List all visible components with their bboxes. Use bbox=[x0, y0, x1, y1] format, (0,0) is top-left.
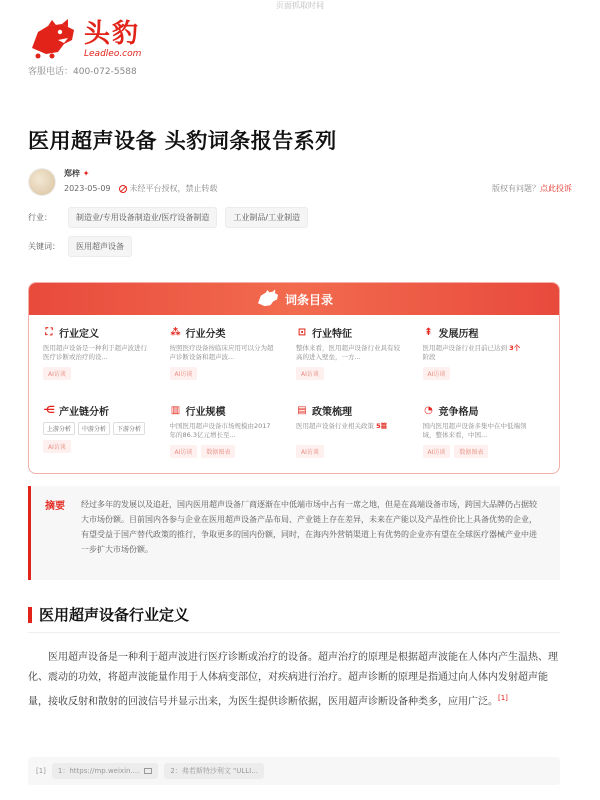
definition-icon: ⛶ bbox=[45, 327, 53, 338]
section-title: 医用超声设备行业定义 bbox=[39, 606, 190, 624]
toc-item-classification[interactable] bbox=[170, 323, 297, 401]
toc-item-title: 行业特征 bbox=[312, 329, 352, 340]
toc-title: 词条目录 bbox=[284, 292, 333, 307]
forbidden-icon bbox=[119, 185, 127, 193]
toc-item-competition[interactable] bbox=[423, 401, 550, 474]
abstract-text: 经过多年的发展以及追赶，国内医用超声设备厂商逐渐在中低端市场中占有一席之地，但是在高端设备市场，跨国大品牌仍占据较大市场份额。目前国内各参与企业在医用超声设备产品布局、产业链上存在差异，未来在产能以及产品性价比上具备优势的企业，有望受益于国产替代政策的推行，争取更多的国内份额，同时，在海内外营销渠道上有优势的企业亦有望在全球医疗器械产业中进一步扩大市场份额。 bbox=[81, 500, 537, 554]
citation-link[interactable]: [1] bbox=[498, 694, 508, 702]
reference-link[interactable]: 2：弗若斯特沙利文 "ULLI... bbox=[164, 763, 264, 779]
copyright-notice: 未经平台授权，禁止转载 bbox=[129, 184, 218, 193]
abstract-label: 摘要 bbox=[45, 501, 65, 512]
image-icon bbox=[144, 768, 152, 774]
toc-item-chain[interactable] bbox=[43, 401, 170, 474]
data-chip[interactable]: 数据图表 bbox=[201, 445, 235, 458]
avatar[interactable] bbox=[28, 168, 56, 196]
chain-icon: ⋲ bbox=[43, 405, 55, 416]
upstream-chip[interactable]: 上游分析 bbox=[43, 422, 75, 435]
toc-item-title: 行业定义 bbox=[59, 329, 99, 340]
keywords-label: 关键词： bbox=[28, 242, 60, 251]
toc-item-desc: 医用超声设备行业相关政策 5篇 bbox=[296, 422, 388, 430]
ai-chip[interactable]: AI访谈 bbox=[170, 367, 198, 380]
toc-item-title: 产业链分析 bbox=[59, 407, 109, 418]
ai-chip[interactable]: AI访谈 bbox=[43, 440, 71, 453]
keyword-tag[interactable]: 医用超声设备 bbox=[68, 236, 132, 257]
toc-item-definition[interactable] bbox=[43, 323, 170, 401]
section-accent-bar bbox=[28, 607, 32, 623]
report-link[interactable]: 点此投诉 bbox=[540, 184, 572, 193]
industry-label: 行业： bbox=[28, 213, 52, 222]
leopard-logo-icon[interactable] bbox=[28, 18, 78, 60]
toc-panel bbox=[28, 282, 560, 474]
page-title: 医用超声设备 头豹词条报告系列 bbox=[28, 129, 337, 153]
publish-date: 2023-05-09 bbox=[64, 184, 111, 193]
definition-text: 医用超声设备是一种利于超声波进行医疗诊断或治疗的设备。超声治疗的原理是根据超声波能在人体内产生温热、理化、震动的功效，将超声波能量作用于人体病变部位，对疾病进行治疗。超声诊断的原理是指通过向人体内发射超声能量，接收反射和散射的回波信号并显示出来，为医生提供诊断依据，医用超声诊断设备种类多，应用广泛。 bbox=[28, 652, 558, 708]
toc-item-history[interactable] bbox=[423, 323, 550, 401]
toc-item-title: 行业分类 bbox=[185, 329, 226, 340]
author-row bbox=[28, 168, 572, 198]
reference-bar bbox=[28, 757, 560, 785]
logo-text: 头豹 bbox=[84, 18, 141, 49]
ai-chip[interactable]: AI访谈 bbox=[423, 367, 451, 380]
industry-row bbox=[28, 207, 316, 228]
reference-index: [1] bbox=[36, 767, 46, 775]
history-icon: ⇞ bbox=[424, 327, 433, 338]
divider bbox=[28, 632, 560, 633]
ai-chip[interactable]: AI访谈 bbox=[170, 445, 198, 458]
copyright-question: 版权有问题？ bbox=[492, 184, 540, 193]
section-heading bbox=[28, 604, 189, 625]
toc-item-scale[interactable] bbox=[170, 401, 297, 474]
toc-item-desc: 医用超声设备行业目前已达到 3个阶段 bbox=[422, 344, 521, 361]
competition-icon: ◔ bbox=[424, 405, 433, 416]
ai-chip[interactable]: AI访谈 bbox=[296, 445, 324, 458]
definition-paragraph bbox=[28, 648, 560, 712]
toc-item-title: 行业规模 bbox=[185, 407, 226, 418]
classification-icon: ⁂ bbox=[170, 327, 181, 338]
toc-item-title: 发展历程 bbox=[438, 329, 479, 340]
ai-chip[interactable]: AI访谈 bbox=[423, 445, 451, 458]
toc-item-desc: 国内医用超声设备多集中在中低端领域，整体来看，中国... bbox=[422, 422, 527, 439]
toc-header bbox=[29, 283, 559, 315]
author-name[interactable]: 郑梓 bbox=[64, 169, 80, 178]
toc-item-title: 政策梳理 bbox=[312, 407, 352, 418]
scale-icon: ▥ bbox=[170, 405, 181, 416]
toc-item-desc: 中国医用超声设备市场规模由2017年的86.3亿元增长至... bbox=[169, 422, 271, 439]
reference-link[interactable]: 1：https://mp.weixin.... bbox=[52, 763, 158, 779]
toc-item-desc: 整体来看，医用超声设备行业具有较高的进入壁垒，一方... bbox=[296, 344, 400, 361]
toc-item-feature[interactable] bbox=[296, 323, 423, 401]
toc-item-desc: 按照医疗设备按临床应用可以分为超声诊断设备和超声波... bbox=[169, 344, 274, 361]
toc-item-title: 竞争格局 bbox=[438, 407, 479, 418]
policy-icon: ▤ bbox=[297, 405, 307, 416]
leopard-mini-icon bbox=[255, 289, 281, 309]
service-phone: 客服电话：400-072-5588 bbox=[28, 67, 137, 77]
author-badge-icon: ✦ bbox=[82, 169, 90, 178]
industry-tag[interactable]: 工业制品/工业制造 bbox=[225, 207, 308, 228]
data-chip[interactable]: 数据图表 bbox=[454, 445, 488, 458]
feature-icon: ⊡ bbox=[297, 327, 307, 338]
abstract-box bbox=[28, 486, 560, 580]
keywords-row bbox=[28, 236, 140, 257]
logo-domain: Leadleo.com bbox=[84, 48, 142, 59]
capture-time: 页面抓取时间 bbox=[276, 1, 324, 10]
toc-item-policy[interactable] bbox=[296, 401, 423, 474]
midstream-chip[interactable]: 中游分析 bbox=[78, 422, 110, 435]
ai-chip[interactable]: AI访谈 bbox=[43, 367, 71, 380]
brand-header bbox=[28, 18, 141, 77]
ai-chip[interactable]: AI访谈 bbox=[296, 367, 324, 380]
downstream-chip[interactable]: 下游分析 bbox=[113, 422, 145, 435]
industry-tag[interactable]: 制造业/专用设备制造业/医疗设备制造 bbox=[68, 207, 217, 228]
toc-item-desc: 医用超声设备是一种利于超声波进行医疗诊断或治疗的设... bbox=[43, 344, 147, 361]
